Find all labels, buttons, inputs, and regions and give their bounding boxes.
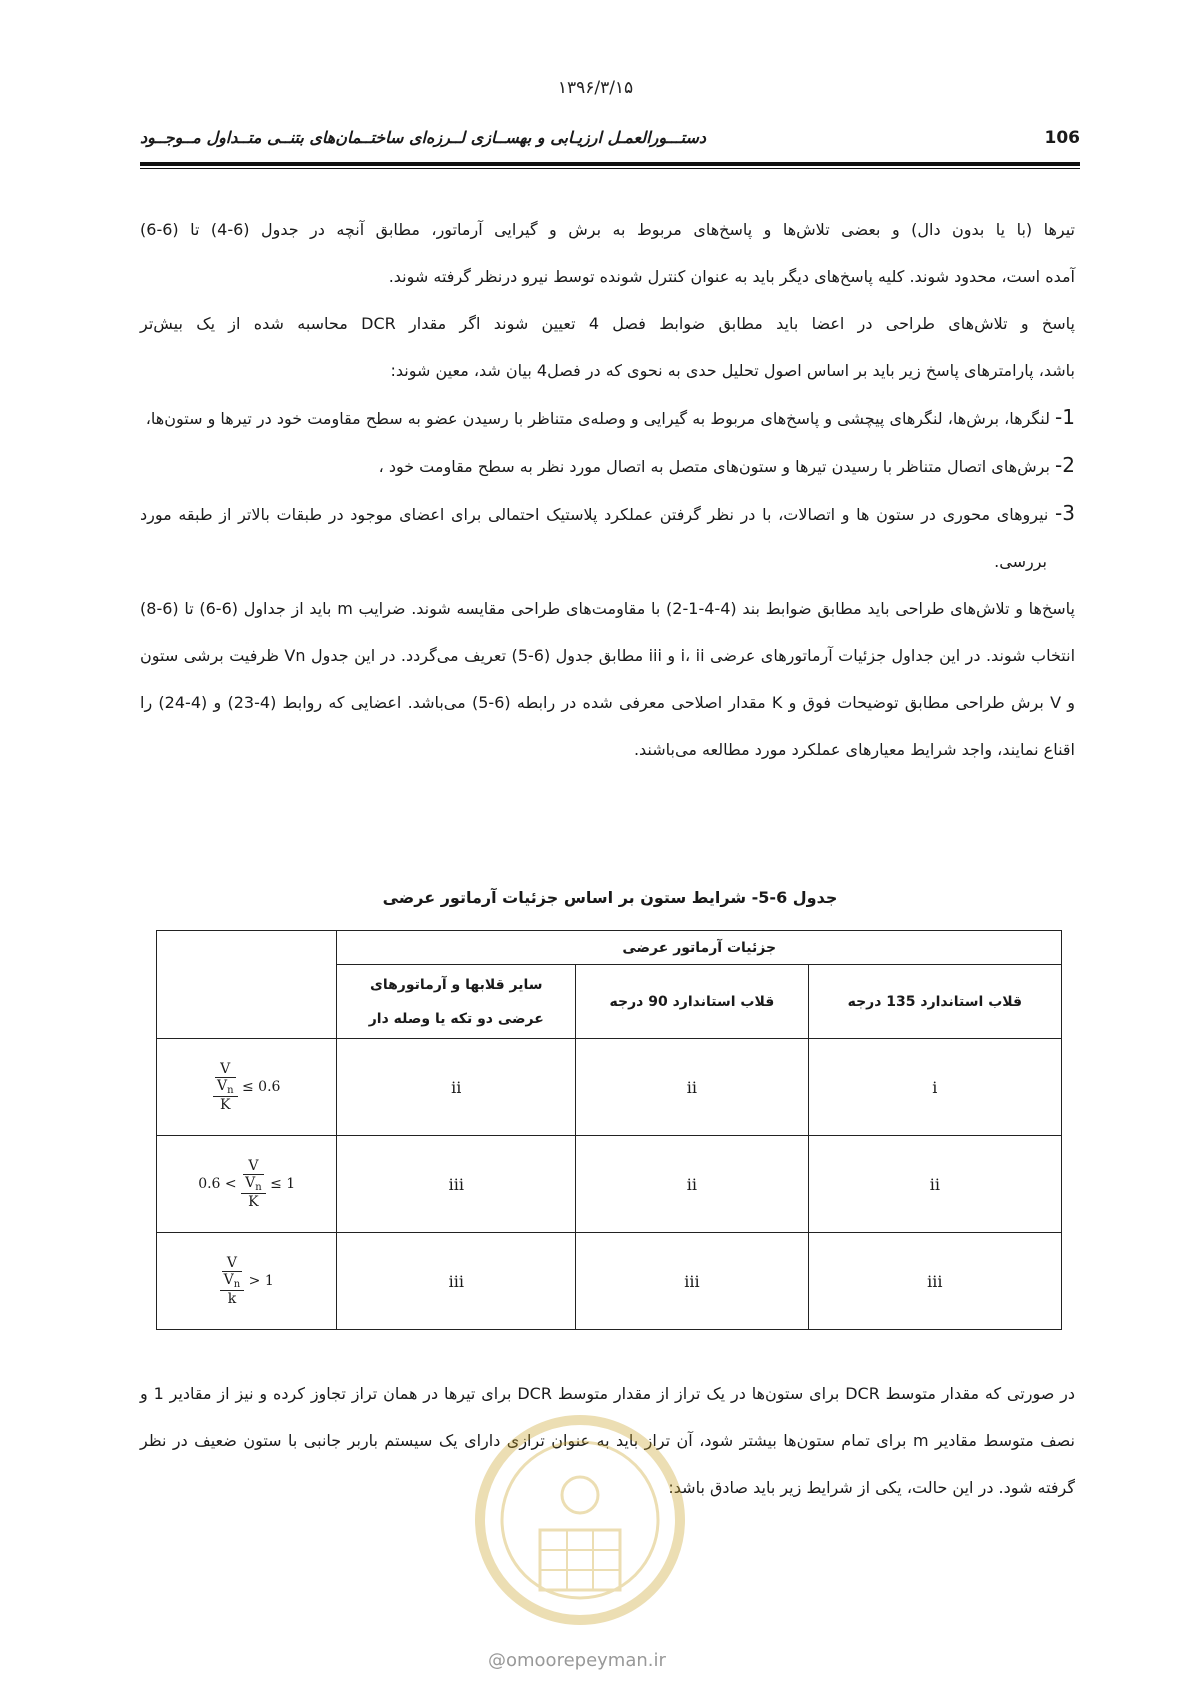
- header-hook-90: قلاب استاندارد 90 درجه: [576, 965, 809, 1039]
- list-item: [140, 442, 1075, 490]
- formula-vn: V: [216, 1078, 228, 1094]
- table-cell: i: [808, 1039, 1061, 1136]
- formula-fraction: [241, 1158, 266, 1210]
- list-item: [140, 394, 1075, 442]
- list-text: نیروهای محوری در ستون ها و اتصالات، با در نظر گرفتن عملکرد پلاستیک احتمالی برای اعضای موجود در طبقات بالاتر از طبقه مورد بررسی.: [140, 505, 1049, 571]
- document-date: ۱۳۹۶/۳/۱۵: [557, 78, 634, 98]
- formula-vn: V: [245, 1175, 256, 1191]
- reinforcement-table: [156, 930, 1062, 1330]
- formula-trail: > 1: [248, 1273, 274, 1289]
- formula-denominator: [243, 1174, 264, 1193]
- list-number: 1-: [1055, 405, 1075, 429]
- header-rule-thick: [140, 162, 1080, 166]
- formula-numerator: V: [248, 1158, 259, 1174]
- list-text: برش‌های اتصال متناظر با رسیدن تیرها و ستون‌های متصل به اتصال مورد نظر به سطح مقاومت خود ،: [378, 457, 1050, 476]
- formula-lead: 0.6 <: [198, 1176, 237, 1192]
- table-cell: ii: [576, 1136, 809, 1233]
- formula-subscript: n: [255, 1182, 262, 1193]
- formula-numerator: V: [220, 1061, 231, 1077]
- formula-k: k: [220, 1290, 245, 1307]
- formula-denominator: [222, 1271, 243, 1290]
- header-hook-135: قلاب استاندارد 135 درجه: [808, 965, 1061, 1039]
- list-number: 2-: [1055, 453, 1075, 477]
- table-group-header: جزئیات آرماتور عرضی: [337, 931, 1062, 965]
- table-empty-corner: [157, 931, 337, 1039]
- list-text: لنگرها، برش‌ها، لنگرهای پیچشی و پاسخ‌های مربوط به گیرایی و وصله‌ی متناظر با رسیدن عضو به سطح مقاومت خود در تیرها و ستون‌ها،: [145, 409, 1050, 428]
- page-number: 106: [1044, 128, 1080, 148]
- formula-fraction: [213, 1061, 238, 1113]
- header-other-line: عرضی دو تکه یا وصله دار: [368, 1010, 544, 1027]
- formula-subscript: n: [233, 1279, 241, 1290]
- intro-text: [140, 206, 1075, 773]
- paragraph: در صورتی که مقدار متوسط DCR برای ستون‌ها در یک تراز از مقدار متوسط DCR برای تیرها در همان تراز تجاوز کرده و نیز از مقادیر 1 و نصف متوسط مقادیر m برای تمام ستون‌ها بیشتر شود، آن تراز باید به عنوان ترازی دارای یک سیستم باربر جانبی با ستون ضعیف در نظر گرفته شود. در این حالت، یکی از شرایط زیر باید صادق باشد:: [140, 1384, 1076, 1497]
- table-cell: ii: [337, 1039, 576, 1136]
- formula-numerator: V: [226, 1255, 237, 1271]
- seal-watermark-icon: [470, 1410, 690, 1640]
- paragraph-line: تیرها (با یا بدون دال) و بعضی تلاش‌ها و پاسخ‌های مربوط به برش و گیرایی آرماتور، مطابق آنچه در جدول (6-4) تا (6-6): [140, 220, 1076, 239]
- formula-trail: ≤ 0.6: [241, 1079, 281, 1095]
- paragraph-line: آمده است، محدود شوند. کلیه پاسخ‌های دیگر باید به عنوان کنترل شونده توسط نیرو درنظر گرفته شوند.: [388, 267, 1075, 286]
- condition-formula: [157, 1039, 337, 1136]
- formula-trail: ≤ 1: [270, 1176, 296, 1192]
- running-title: دستـــورالعمـل ارزیـابی و بهســازی لــرزه‌ای ساختــمان‌های بتنــی متــداول مــوجــود: [140, 128, 706, 147]
- paragraph-line: باشد، پارامترهای پاسخ زیر باید بر اساس اصول تحلیل حدی به نحوی که در فصل4 بیان شد، معین شوند:: [390, 361, 1075, 380]
- list-item: [140, 490, 1075, 585]
- watermark-site: @omoorepeyman.ir: [488, 1650, 666, 1671]
- table-cell: iii: [337, 1233, 576, 1330]
- table-caption: جدول 6-5- شرایط ستون بر اساس جزئیات آرماتور عرضی: [382, 888, 838, 907]
- table-cell: iii: [337, 1136, 576, 1233]
- header-other-hooks: [337, 965, 576, 1039]
- formula-vn: V: [223, 1272, 234, 1288]
- header-rule-thin: [140, 168, 1080, 169]
- formula-denominator: [215, 1077, 236, 1096]
- table-cell: iii: [808, 1233, 1061, 1330]
- condition-formula: [157, 1136, 337, 1233]
- list-number: 3-: [1055, 501, 1075, 525]
- table-cell: iii: [576, 1233, 809, 1330]
- table-cell: ii: [808, 1136, 1061, 1233]
- condition-formula: [157, 1233, 337, 1330]
- paragraph: پاسخ‌ها و تلاش‌های طراحی باید مطابق ضوابط بند (4-4-1-2) با مقاومت‌های طراحی مقایسه شوند. ضرایب m باید از جداول (6-6) تا (6-8) انتخاب شوند. در این جداول جزئیات آرماتورهای عرضی i، ii و iii مطابق جدول (6-5) تعریف می‌گردد. در این جدول Vn ظرفیت برشی ستون و V برش طراحی مطابق توضیحات فوق و K مقدار اصلاحی معرفی شده در رابطه (6-5) می‌باشد. اعضایی که روابط (4-23) و (4-24) را اقناع نمایند، واجد شرایط معیارهای عملکرد مورد مطالعه می‌باشند.: [140, 599, 1076, 759]
- formula-k: K: [213, 1096, 238, 1113]
- formula-k: K: [241, 1193, 266, 1210]
- formula-fraction: [220, 1255, 245, 1307]
- header-other-line: سایر قلابها و آرماتورهای: [370, 976, 543, 993]
- paragraph-line: پاسخ و تلاش‌های طراحی در اعضا باید مطابق ضوابط فصل 4 تعیین شوند اگر مقدار DCR محاسبه شده از یک بیش‌تر: [140, 314, 1075, 333]
- table-cell: ii: [576, 1039, 809, 1136]
- formula-subscript: n: [227, 1085, 234, 1096]
